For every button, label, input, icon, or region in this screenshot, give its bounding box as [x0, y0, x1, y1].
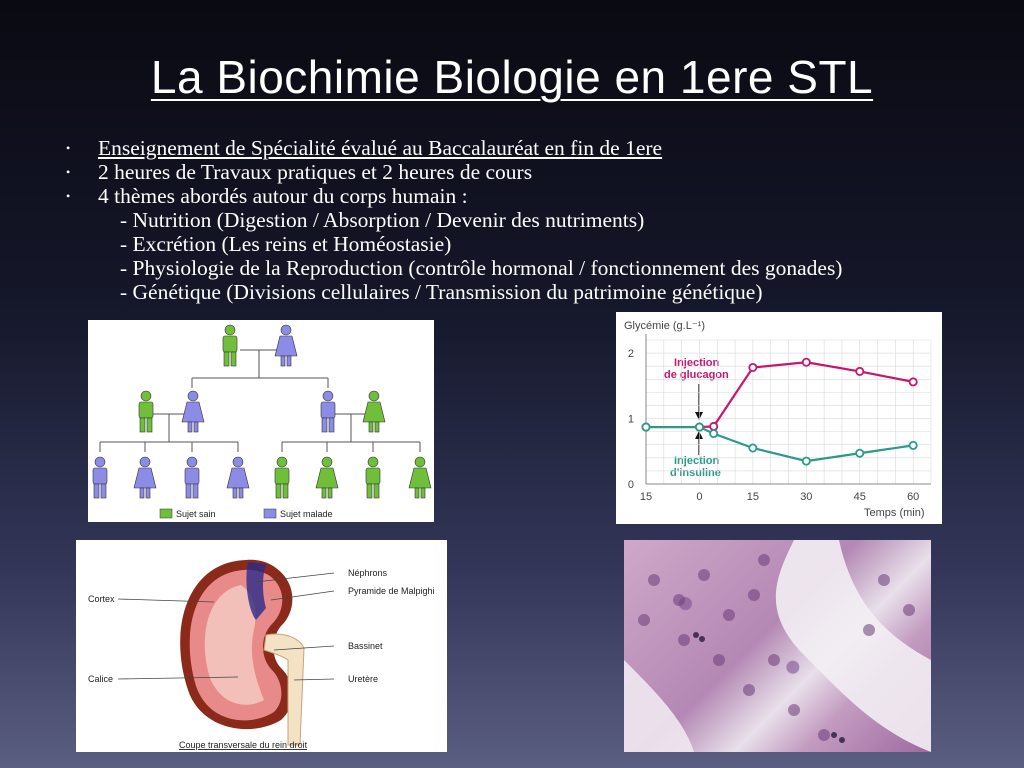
legend-swatch-sick: [264, 509, 276, 518]
bullet-item: [64, 184, 984, 208]
y-tick-label: 2: [627, 348, 634, 361]
y-tick-label: 0: [627, 479, 634, 491]
male-sick-icon: [321, 391, 335, 432]
male-sick-icon: [93, 457, 107, 498]
label-calice: Calice: [88, 674, 114, 684]
bullet-list: [64, 136, 984, 304]
pedigree-figure: [88, 320, 434, 522]
glucagon-annotation-line2: de glucagon: [664, 369, 729, 381]
data-point-insuline: [710, 430, 717, 437]
bullet-text: 4 thèmes abordés autour du corps humain :: [98, 184, 468, 208]
kidney-figure: [76, 540, 447, 752]
pedigree-svg: [88, 320, 434, 522]
label-uretere: Uretère: [348, 674, 379, 684]
data-point-glucagon: [803, 359, 810, 366]
data-point-glucagon: [710, 423, 717, 430]
label-nephrons: Néphrons: [348, 568, 388, 578]
female-healthy-icon: [316, 457, 338, 498]
male-healthy-icon: [139, 391, 153, 432]
male-healthy-icon: [275, 457, 289, 498]
insulin-arrowhead-icon: [695, 431, 703, 439]
data-point-glucagon: [749, 364, 756, 371]
sub-item: - Physiologie de la Reproduction (contrôle hormonal / fonctionnement des gonades): [120, 256, 843, 280]
legend-sick: Sujet malade: [280, 509, 333, 519]
bullet-dot-icon: •: [66, 165, 71, 179]
glycemia-chart: [616, 312, 942, 524]
bullet-dot-icon: •: [66, 189, 71, 203]
data-point-insuline: [910, 442, 917, 449]
histology-image: [624, 540, 931, 752]
label-bassinet: Bassinet: [348, 641, 383, 651]
x-tick-label: 60: [907, 491, 920, 503]
y-axis-label: Glycémie (g.L⁻¹): [624, 320, 705, 332]
data-point-insuline: [642, 423, 649, 430]
sub-item: - Nutrition (Digestion / Absorption / Devenir des nutriments): [120, 208, 645, 232]
data-point-insuline: [696, 423, 703, 430]
bullet-item: [64, 160, 984, 184]
y-tick-label: 1: [627, 413, 634, 426]
glucagon-annotation-line1: Injection: [674, 357, 720, 369]
data-point-glucagon: [910, 378, 917, 385]
x-axis-label: Temps (min): [864, 507, 925, 519]
x-tick-label: 15: [746, 491, 759, 503]
label-cortex: Cortex: [88, 594, 115, 604]
legend-swatch-healthy: [160, 509, 172, 518]
bullet-item: [64, 136, 984, 160]
female-sick-icon: [227, 457, 249, 498]
sub-item: - Génétique (Divisions cellulaires / Transmission du patrimoine génétique): [120, 280, 763, 304]
x-tick-label: 15: [639, 491, 653, 503]
chart-svg: [616, 312, 942, 524]
x-tick-label: 30: [800, 491, 813, 503]
bullet-text: 2 heures de Travaux pratiques et 2 heures de cours: [98, 160, 533, 184]
female-sick-icon: [182, 391, 204, 432]
x-tick-label: 0: [696, 491, 703, 503]
female-sick-icon: [134, 457, 156, 498]
legend-healthy: Sujet sain: [176, 509, 216, 519]
bullet-text: Enseignement de Spécialité évalué au Baccalauréat en fin de 1ere: [98, 136, 663, 160]
male-sick-icon: [185, 457, 199, 498]
insulin-annotation-line2: d'insuline: [670, 467, 721, 479]
label-pyramid: Pyramide de Malpighi: [348, 586, 435, 596]
histology-svg: [624, 540, 931, 752]
data-point-glucagon: [856, 368, 863, 375]
kidney-caption: Coupe transversale du rein droit: [179, 740, 308, 750]
female-healthy-icon: [363, 391, 385, 432]
x-tick-label: 45: [853, 491, 866, 503]
female-healthy-icon: [409, 457, 431, 498]
insulin-annotation-line1: Injection: [674, 455, 720, 467]
data-point-insuline: [856, 450, 863, 457]
data-point-insuline: [749, 444, 756, 451]
slide-title: La Biochimie Biologie en 1ere STL: [150, 51, 874, 103]
male-healthy-icon: [223, 325, 237, 366]
bullet-dot-icon: •: [66, 141, 71, 155]
female-sick-icon: [275, 325, 297, 366]
kidney-svg: [76, 540, 447, 752]
data-point-insuline: [803, 457, 810, 464]
male-healthy-icon: [366, 457, 380, 498]
sub-item: - Excrétion (Les reins et Homéostasie): [120, 232, 452, 256]
